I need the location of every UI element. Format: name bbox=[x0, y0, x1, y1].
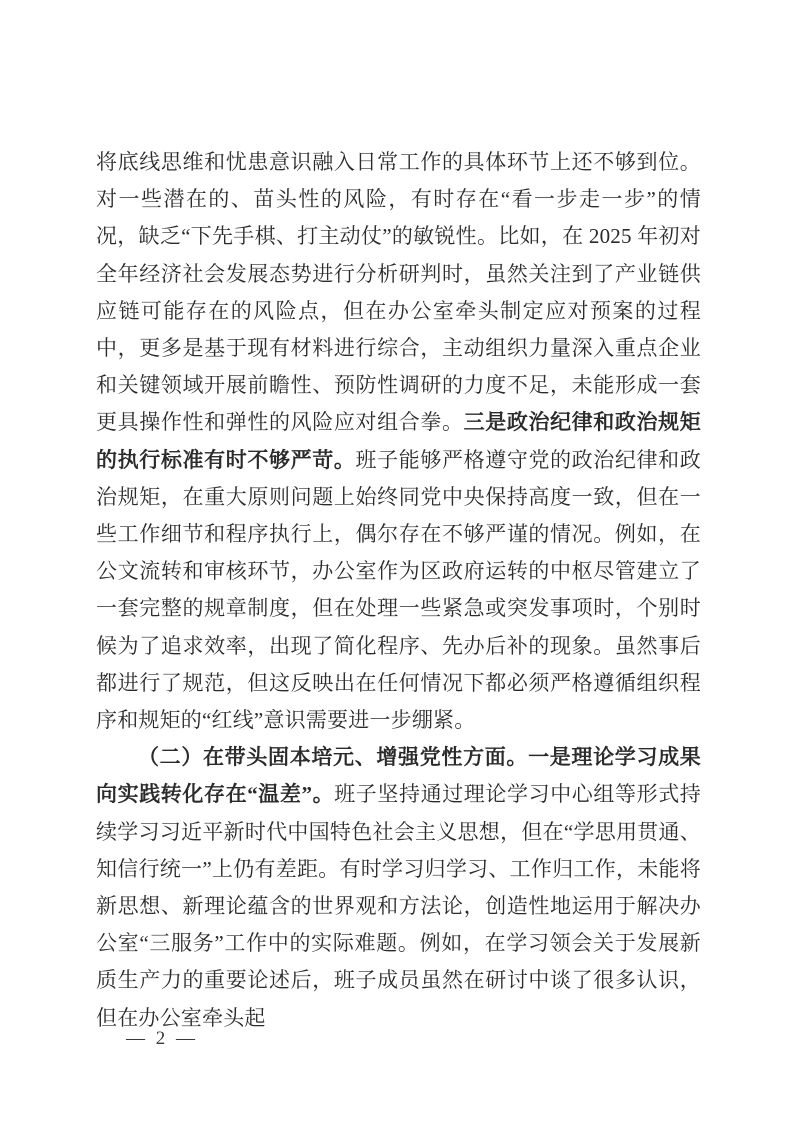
paragraph bbox=[96, 144, 701, 739]
emphasis-text: （二）在带头固本培元、增强党性方面。一是理论学习成果向实践转化存在“温差”。 bbox=[96, 745, 701, 807]
body-text-segment: 班子坚持通过理论学习中心组等形式持续学习习近平新时代中国特色社会主义思想，但在“学思用贯通、知信行统一”上仍有差距。有时学习归学习、工作归工作，未能将新思想、新理论蕴含的世界观和方法论，创造性地运用于解决办公室“三服务”工作中的实际难题。例如，在学习领会关于发展新质生产力的重要论述后，班子成员虽然在研讨中谈了很多认识，但在办公室牵头起 bbox=[96, 782, 701, 1030]
page-number: — 2 — bbox=[126, 1028, 198, 1049]
body-text-segment: 将底线思维和忧患意识融入日常工作的具体环节上还不够到位。对一些潜在的、苗头性的风险，有时存在“看一步走一步”的情况，缺乏“下先手棋、打主动仗”的敏锐性。比如，在 2025 年初对全年经济社会发展态势进行分析研判时，虽然关注到了产业链供应链可能存在的风险点，但在办公室牵头制定应对预案的过程中，更多是基于现有材料进行综合，主动组织力量深入重点企业和关键领域开展前瞻性、预防性调研的力度不足，未能形成一套更具操作性和弹性的风险应对组合拳。 bbox=[96, 150, 701, 435]
document-body bbox=[96, 144, 701, 1037]
emphasis-text: 三是政治纪律和政治规矩的执行标准有时不够严苛。 bbox=[96, 410, 701, 472]
body-text-segment: 班子能够严格遵守党的政治纪律和政治规矩，在重大原则问题上始终同党中央保持高度一致，但在一些工作细节和程序执行上，偶尔存在不够严谨的情况。例如，在公文流转和审核环节，办公室作为区政府运转的中枢尽管建立了一套完整的规章制度，但在处理一些紧急或突发事项时，个别时候为了追求效率，出现了简化程序、先办后补的现象。虽然事后都进行了规范，但这反映出在任何情况下都必须严格遵循组织程序和规矩的“红线”意识需要进一步绷紧。 bbox=[96, 447, 701, 733]
paragraph bbox=[96, 739, 701, 1037]
